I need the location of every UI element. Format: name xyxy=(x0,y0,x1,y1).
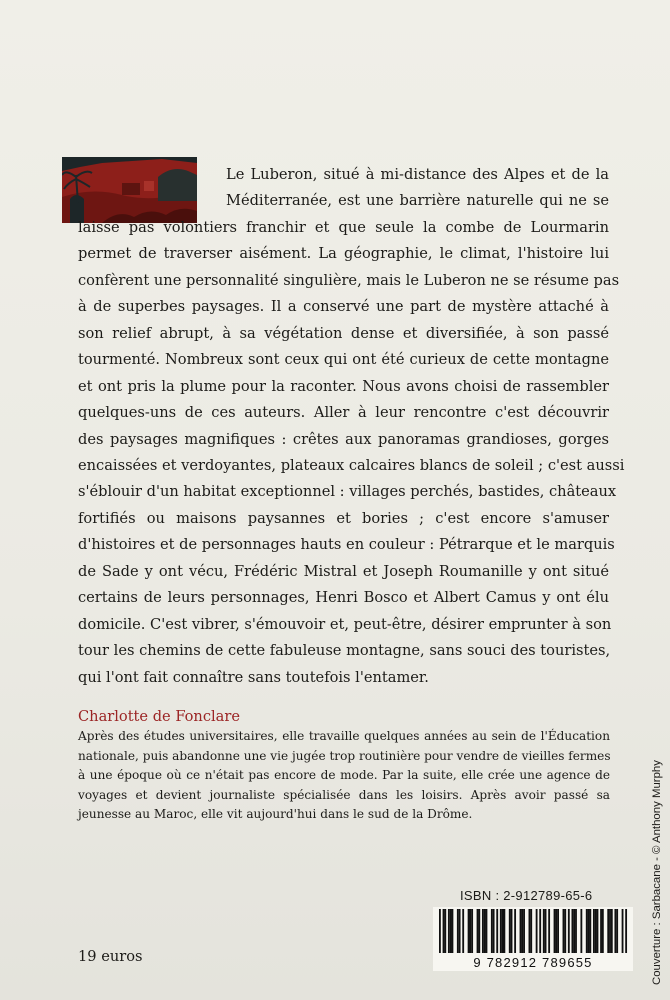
barcode-bar xyxy=(462,909,464,953)
barcode-bar xyxy=(536,909,538,953)
barcode-bar xyxy=(521,909,523,953)
intro-line: tour les chemins de cette fabuleuse montagne, sans souci des touristes, xyxy=(78,642,611,660)
bio-line: voyages et devient journaliste spécialisée dans les loisirs. Après avoir passé sa xyxy=(78,787,610,802)
barcode-bar xyxy=(529,909,531,953)
bio-line: Après des études universitaires, elle travaille quelques années au sein de l'Éducation xyxy=(78,729,610,743)
barcode-bar xyxy=(502,909,504,953)
barcode-bar xyxy=(491,909,493,953)
barcode xyxy=(433,907,633,971)
barcode-bar xyxy=(609,909,611,953)
intro-line: des paysages magnifiques : crêtes aux panoramas grandioses, gorges xyxy=(78,430,609,448)
barcode-bar xyxy=(514,909,516,953)
barcode-bar xyxy=(486,909,488,953)
intro-line: encaissées et verdoyantes, plateaux calcaires blancs de soleil ; c'est aussi xyxy=(78,456,625,474)
barcode-bar xyxy=(484,909,486,953)
intro-line: Méditerranée, est une barrière naturelle qui ne se xyxy=(226,192,609,210)
barcode-bar xyxy=(503,909,505,953)
barcode-bar xyxy=(457,909,459,953)
barcode-bar xyxy=(477,909,479,953)
barcode-bar xyxy=(622,909,624,953)
barcode-bar xyxy=(500,909,502,953)
barcode-bar xyxy=(580,909,582,953)
intro-line: certains de leurs personnages, Henri Bosco et Albert Camus y ont élu xyxy=(78,589,609,607)
barcode-bar xyxy=(520,909,522,953)
barcode-bar xyxy=(482,909,484,953)
intro-line: permet de traverser aisément. La géographie, le climat, l'histoire lui xyxy=(78,245,609,263)
intro-line: fortifiés ou maisons paysannes et bories ; c'est encore s'amuser xyxy=(78,509,609,527)
bio-line: nationale, puis abandonne une vie jugée trop routinière pour vendre de vieilles fermes xyxy=(78,748,611,763)
barcode-bar xyxy=(452,909,454,953)
barcode-number: 9 782912 789655 xyxy=(473,955,593,970)
barcode-bar xyxy=(450,909,452,953)
intro-line: tourmenté. Nombreux sont ceux qui ont été curieux de cette montagne xyxy=(78,351,609,369)
intro-line: d'histoires et de personnages hauts en couleur : Pétrarque et le marquis xyxy=(78,536,615,554)
barcode-bar xyxy=(439,909,441,953)
intro-line: de Sade y ont vécu, Frédéric Mistral et Joseph Roumanille y ont situé xyxy=(78,562,609,580)
barcode-bar xyxy=(509,909,511,953)
barcode-bar xyxy=(478,909,480,953)
barcode-bar xyxy=(595,909,597,953)
barcode-bar xyxy=(563,909,565,953)
barcode-bar xyxy=(557,909,559,953)
barcode-bar xyxy=(511,909,513,953)
barcode-bar xyxy=(568,909,570,953)
barcode-bar xyxy=(548,909,550,953)
barcode-bar xyxy=(545,909,547,953)
barcode-bar xyxy=(611,909,613,953)
barcode-bar xyxy=(600,909,602,953)
intro-line: quelques-uns de ces auteurs. Aller à leur rencontre c'est découvrir xyxy=(78,404,609,422)
barcode-bar xyxy=(468,909,470,953)
barcode-bar xyxy=(444,909,446,953)
cover-credit: Couverture : Sarbacane - © Anthony Murphy xyxy=(651,760,663,985)
barcode-bar xyxy=(616,909,618,953)
intro-line: qui l'ont fait connaître sans toutefois l'entamer. xyxy=(78,668,429,686)
barcode-bar xyxy=(572,909,574,953)
barcode-bar xyxy=(443,909,445,953)
intro-line: confèrent une personnalité singulière, mais le Luberon ne se résume pas xyxy=(78,271,620,289)
intro-line: Le Luberon, situé à mi-distance des Alpes et de la xyxy=(226,166,609,183)
price-label: 19 euros xyxy=(78,948,143,965)
barcode-bar xyxy=(602,909,604,953)
barcode-bar xyxy=(597,909,599,953)
intro-line: et ont pris la plume pour la raconter. Nous avons choisi de rassembler xyxy=(78,377,609,395)
intro-paragraph xyxy=(78,162,625,691)
barcode-bar xyxy=(471,909,473,953)
barcode-bar xyxy=(625,909,627,953)
barcode-bar xyxy=(607,909,609,953)
bio-line: jeunesse au Maroc, elle vit aujourd'hui dans le sud de la Drôme. xyxy=(78,807,473,822)
intro-line: domicile. C'est vibrer, s'émouvoir et, peut-être, désirer emprunter à son xyxy=(78,615,612,633)
author-bio xyxy=(78,727,610,825)
intro-line: à de superbes paysages. Il a conservé une part de mystère attaché à xyxy=(78,298,609,316)
barcode-bar xyxy=(575,909,577,953)
barcode-bar xyxy=(530,909,532,953)
intro-line: laisse pas volontiers franchir et que seule la combe de Lourmarin xyxy=(78,218,609,236)
barcode-bar xyxy=(593,909,595,953)
barcode-bar xyxy=(493,909,495,953)
barcode-bar xyxy=(539,909,541,953)
barcode-bar xyxy=(554,909,556,953)
author-name: Charlotte de Fonclare xyxy=(78,708,240,725)
barcode-bar xyxy=(459,909,461,953)
barcode-bar xyxy=(555,909,557,953)
barcode-bar xyxy=(496,909,498,953)
barcode-bar xyxy=(588,909,590,953)
barcode-bar xyxy=(586,909,588,953)
barcode-bar xyxy=(469,909,471,953)
barcode-bar xyxy=(589,909,591,953)
barcode-bar xyxy=(543,909,545,953)
barcode-bar xyxy=(573,909,575,953)
bio-line: à une époque où ce n'était pas encore de mode. Par la suite, elle crée une agence de xyxy=(78,768,610,783)
barcode-bar xyxy=(523,909,525,953)
isbn-label: ISBN : 2-912789-65-6 xyxy=(460,888,593,903)
barcode-bar xyxy=(448,909,450,953)
intro-line: s'éblouir d'un habitat exceptionnel : villages perchés, bastides, châteaux xyxy=(78,483,617,501)
barcode-bar xyxy=(564,909,566,953)
barcode-bar xyxy=(614,909,616,953)
intro-line: son relief abrupt, à sa végétation dense et diversifiée, à son passé xyxy=(78,324,609,342)
